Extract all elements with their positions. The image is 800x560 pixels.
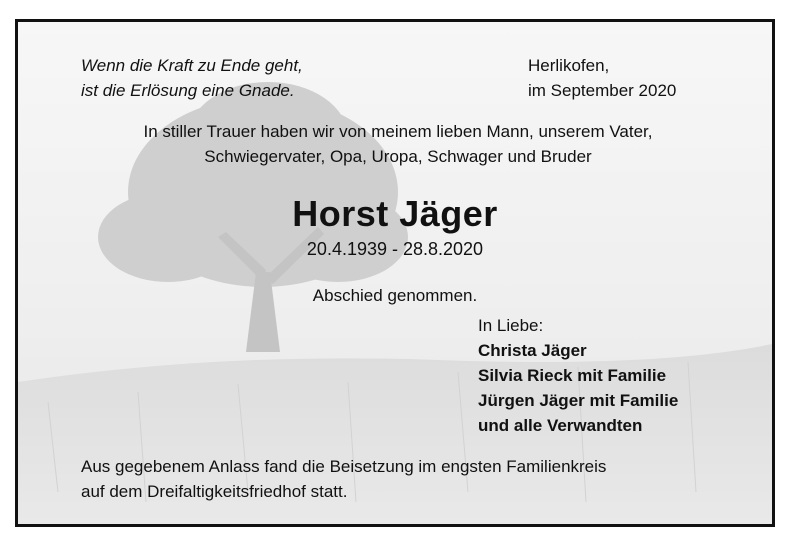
date: im September 2020	[528, 81, 677, 100]
mourners-heading: In Liebe:	[478, 316, 544, 335]
motto-line: ist die Erlösung eine Gnade.	[81, 81, 295, 100]
deceased-name: Horst Jäger	[292, 193, 498, 234]
motto-line: Wenn die Kraft zu Ende geht,	[81, 56, 303, 75]
mourner-name: und alle Verwandten	[478, 416, 643, 435]
place-date	[528, 53, 676, 103]
mourner-name: Silvia Rieck mit Familie	[478, 366, 667, 385]
intro-text	[58, 119, 738, 169]
obituary-card	[15, 19, 775, 527]
mourner-name: Christa Jäger	[478, 341, 587, 360]
notice-line: Aus gegebenem Anlass fand die Beisetzung im engsten Familienkreis	[81, 457, 607, 476]
life-dates: 20.4.1939 - 28.8.2020	[306, 239, 484, 259]
burial-notice	[81, 454, 606, 504]
intro-line: In stiller Trauer haben wir von meinem lieben Mann, unserem Vater,	[143, 122, 653, 141]
place: Herlikofen,	[528, 56, 610, 75]
motto	[81, 53, 303, 103]
mourner-name: Jürgen Jäger mit Familie	[478, 391, 679, 410]
mourners-block	[478, 313, 678, 438]
notice-line: auf dem Dreifaltigkeitsfriedhof statt.	[81, 482, 348, 501]
intro-line: Schwiegervater, Opa, Uropa, Schwager und Bruder	[204, 147, 592, 166]
farewell-text: Abschied genommen.	[312, 286, 478, 305]
